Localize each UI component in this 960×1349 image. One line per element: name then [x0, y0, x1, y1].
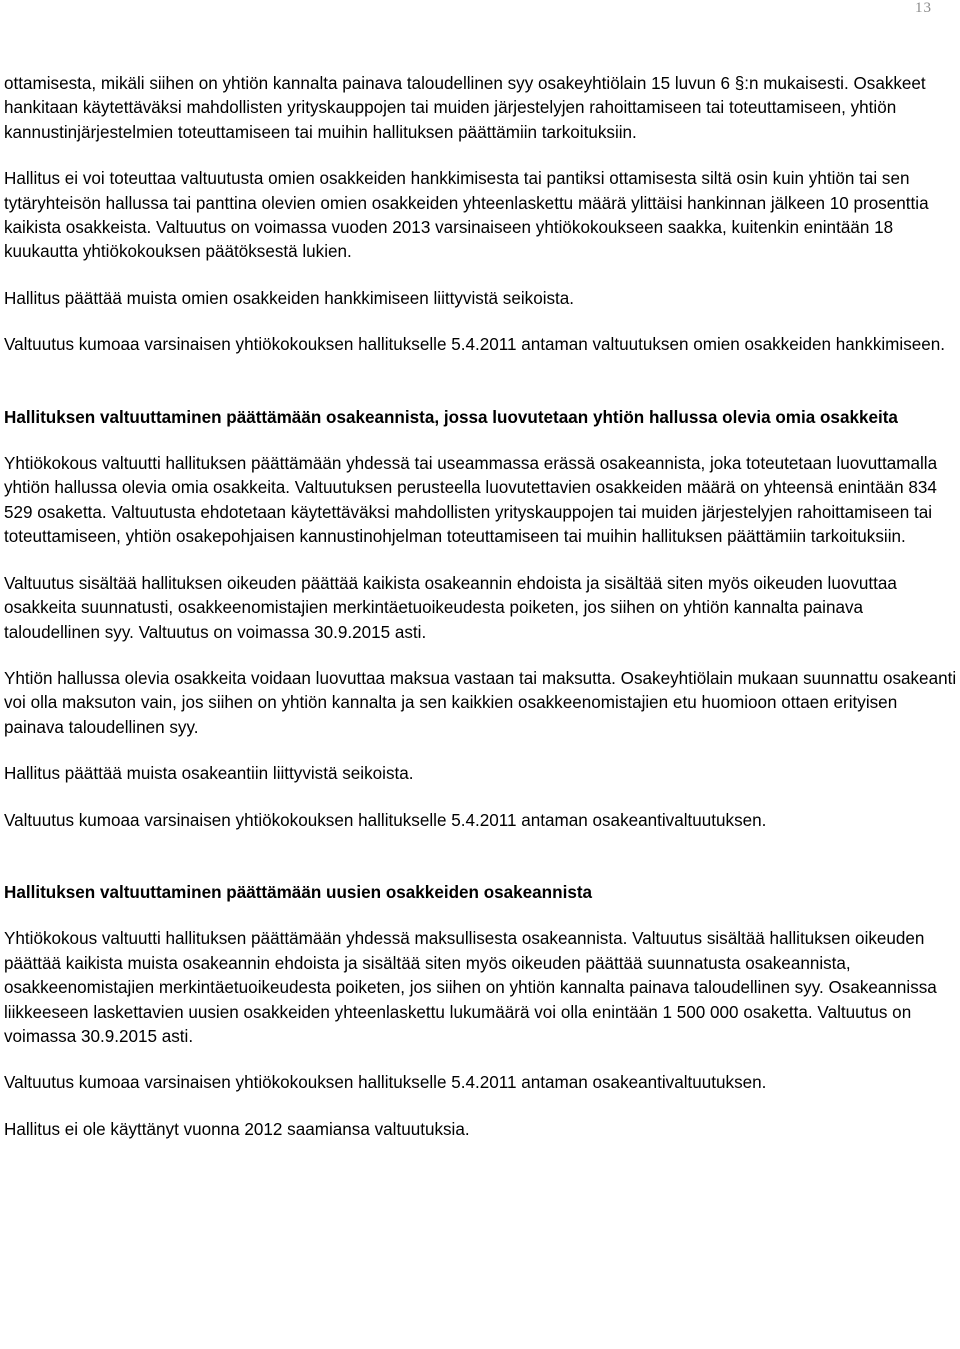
- paragraph-new-shares-revocation: Valtuutus kumoaa varsinaisen yhtiökokouksen hallitukselle 5.4.2011 antaman osakeantivaltuutuksen.: [4, 1073, 767, 1093]
- paragraph-new-shares-issue: Yhtiökokous valtuutti hallituksen päättämään yhdessä maksullisesta osakeannista. Valtuutus sisältää hallituksen oikeuden päättää kaikista muista osakeannin ehdoista ja sisältää siten myös oikeuden päättää suunnatusta osakeannista, osakkeenomistajien merkintäetuoikeudesta poiketen, jos siihen on yhtiön kannalta painava taloudellinen syy. Osakeannissa liikkeeseen laskettavien uusien osakkeiden yhteenlaskettu lukumäärä voi olla enintään 1 500 000 osaketta. Valtuutus on voimassa 30.9.2015 asti.: [4, 929, 937, 1046]
- page-number: 13: [915, 0, 932, 16]
- section-heading-own-shares-issue: Hallituksen valtuuttaminen päättämään osakeannista, jossa luovutetaan yhtiön hallussa olevia omia osakkeita: [4, 407, 898, 427]
- section-heading-new-shares-issue: Hallituksen valtuuttaminen päättämään uusien osakkeiden osakeannista: [4, 882, 593, 902]
- document-body: [4, 72, 958, 1142]
- paragraph-buyback-limit: Hallitus ei voi toteuttaa valtuutusta omien osakkeiden hankkimisesta tai pantiksi ottamisesta siltä osin kuin yhtiön tai sen tytäryhteisön hallussa tai panttina olevien omien osakkeiden yhteenlaskettu määrä ylittäisi hankinnan jälkeen 10 prosenttia kaikista osakkeista. Valtuutus on voimassa vuoden 2013 varsinaiseen yhtiökokoukseen saakka, kuitenkin enintään 18 kuukautta yhtiökokouksen päätöksestä lukien.: [4, 169, 929, 262]
- paragraph-buyback-purpose: ottamisesta, mikäli siihen on yhtiön kannalta painava taloudellinen syy osakeyhtiölain 15 luvun 6 §:n mukaisesti. Osakkeet hankitaan käytettäväksi mahdollisten yrityskauppojen tai muiden järjestelyjen rahoittamiseen tai toteuttamiseen, yhtiön kannustinjärjestelmien toteuttamiseen tai muihin hallituksen päättämiin tarkoituksiin.: [4, 74, 926, 142]
- paragraph-buyback-other-matters: Hallitus päättää muista omien osakkeiden hankkimiseen liittyvistä seikoista.: [4, 288, 575, 308]
- paragraph-own-shares-consideration: Yhtiön hallussa olevia osakkeita voidaan luovuttaa maksua vastaan tai maksutta. Osakeyhtiölain mukaan suunnattu osakeanti voi olla maksuton vain, jos siihen on yhtiön kannalta ja sen kaikkien osakkeenomistajien etu huomioon ottaen erityisen painava taloudellinen syy.: [4, 668, 957, 737]
- paragraph-own-shares-other-matters: Hallitus päättää muista osakeantiin liittyvistä seikoista.: [4, 764, 414, 784]
- paragraph-own-shares-issue: Yhtiökokous valtuutti hallituksen päättämään yhdessä tai useammassa erässä osakeannista, joka toteutetaan luovuttamalla yhtiön hallussa olevia omia osakkeita. Valtuutuksen perusteella luovutettavien osakkeiden määrä on yhteensä enintään 834 529 osaketta. Valtuutusta ehdotetaan käytettäväksi mahdollisten yrityskauppojen tai muiden järjestelyjen rahoittamiseen tai toteuttamiseen, yhtiön osakepohjaisen kannustinohjelman toteuttamiseen tai muihin hallituksen päättämiin tarkoituksiin.: [4, 454, 938, 547]
- paragraph-buyback-revocation: Valtuutus kumoaa varsinaisen yhtiökokouksen hallitukselle 5.4.2011 antaman valtuutuksen omien osakkeiden hankkimiseen.: [4, 335, 946, 355]
- paragraph-own-shares-revocation: Valtuutus kumoaa varsinaisen yhtiökokouksen hallitukselle 5.4.2011 antaman osakeantivaltuutuksen.: [4, 810, 767, 830]
- paragraph-own-shares-terms: Valtuutus sisältää hallituksen oikeuden päättää kaikista osakeannin ehdoista ja sisältää siten myös oikeuden luovuttaa osakkeita suunnatusti, osakkeenomistajien merkintäetuoikeudesta poiketen, jos siihen on yhtiön kannalta painava taloudellinen syy. Valtuutus on voimassa 30.9.2015 asti.: [4, 573, 897, 642]
- paragraph-authorizations-unused: Hallitus ei ole käyttänyt vuonna 2012 saamiansa valtuutuksia.: [4, 1119, 470, 1139]
